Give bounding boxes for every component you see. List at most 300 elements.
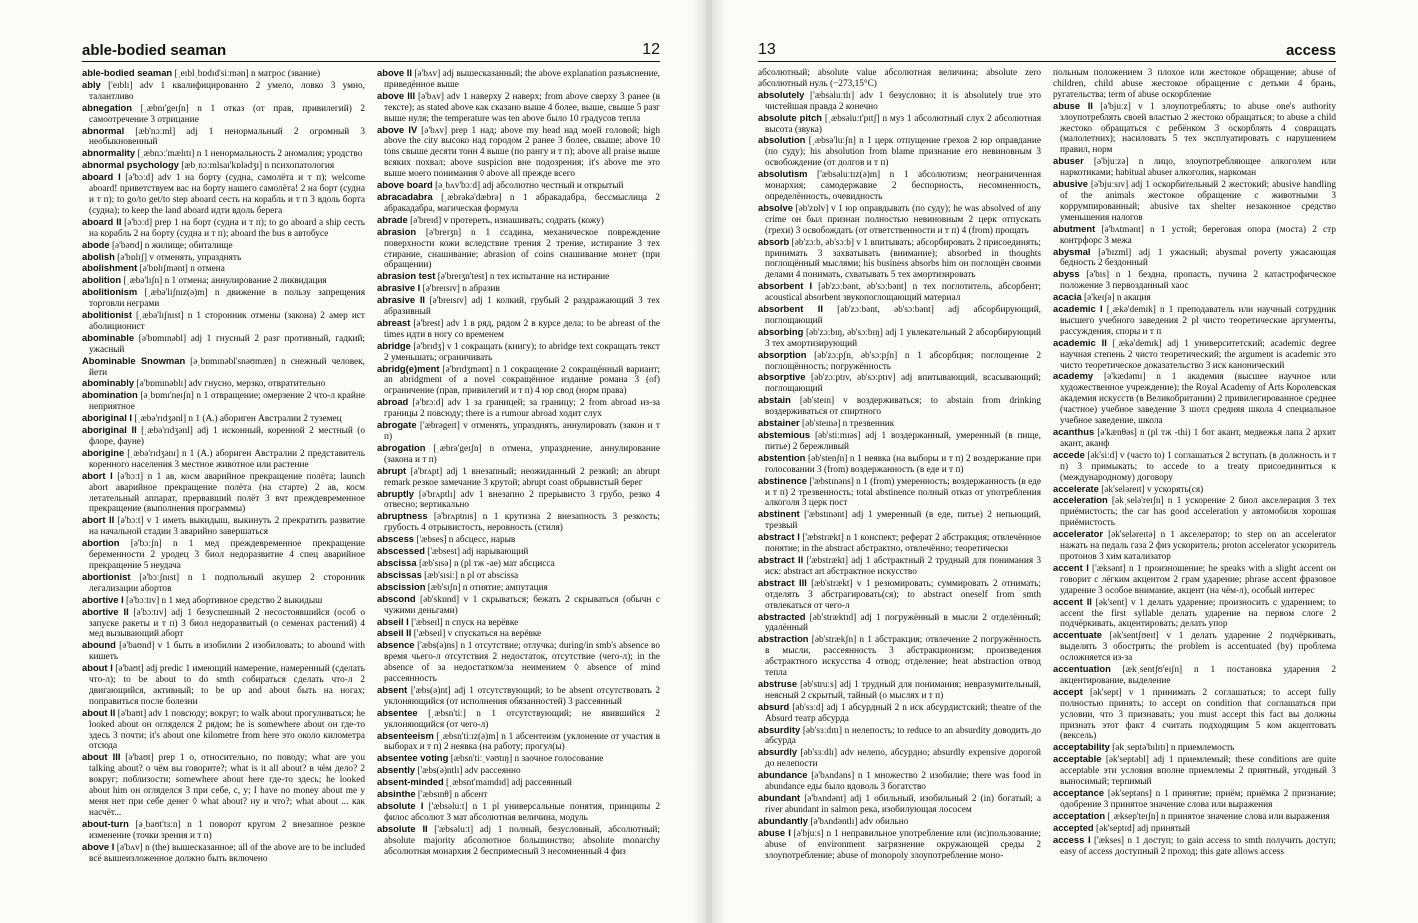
- definition: [ə'bjuːzə] n лицо, злоупотребляющее алкоголем или наркотиками; habitual abuser алкоголик, наркоман: [1060, 157, 1336, 179]
- headword: abracadabra: [377, 190, 433, 202]
- definition: [ə'bɔːd] adv 1 на борту (судна, самолёта и т п); welcome aboard! приветствуем вас на борту нашего самолёта! 2 на борт (судна и т п); to go/to get/to step aboard сесть на корабль и т п 3 вдоль борта (судна); to keep the land aboard идти вдоль берега: [89, 173, 365, 216]
- definition: [ˌæbsəluːt'pɪtʃ] n муз 1 абсолютный слух 2 абсолютная высота (звука): [765, 113, 1041, 135]
- headword: abound: [82, 639, 116, 651]
- definition: [æb'sɪsiː] n pl от abscissa: [424, 570, 519, 581]
- dictionary-entry: [377, 489, 660, 512]
- definition: [ə'bjuːsɪv] adj 1 оскорбительный 2 жестокий; abusive handling of the animals жестокое обращение с животными 3 коррумпированный; abusive tax shelter незаконное средство уменьшения налогов: [1060, 180, 1336, 223]
- dictionary-entry: [1053, 788, 1336, 811]
- headword: absenteeism: [377, 729, 434, 741]
- dictionary-entry: [377, 731, 660, 754]
- headword: acceleration: [1053, 494, 1108, 506]
- headword: abysmal: [1053, 245, 1091, 257]
- headword: abseil I: [377, 615, 409, 627]
- definition: [ə'bɒmɪnəbl] adj 1 гнусный 2 разг противный, гадкий; ужасный: [89, 333, 365, 355]
- headword: abrogate: [377, 419, 417, 431]
- definition: [ˌæbə'rɪdʒənl] n 1 (A.) абориген Австралии 2 туземец: [134, 414, 342, 425]
- headword: abortion: [82, 537, 120, 549]
- headword: academic II: [1053, 336, 1107, 348]
- dictionary-entry: [758, 747, 1041, 770]
- dictionary-entry: [758, 828, 1041, 862]
- dictionary-entry: [377, 628, 660, 640]
- headword: above IV: [377, 123, 418, 135]
- definition: [ə'bɒlɪʃ] v отменять, упразднять: [117, 252, 242, 263]
- headword: above I: [82, 840, 115, 852]
- definition: [ə'bɒlɪʃmənt] n отмена: [139, 264, 225, 275]
- page-header: [758, 40, 1336, 62]
- dictionary-entry: [758, 350, 1041, 373]
- headword: acanthus: [1053, 426, 1095, 437]
- headword: absent: [377, 683, 408, 695]
- headword: abrogation: [377, 441, 426, 453]
- dictionary-entry: [82, 842, 365, 865]
- definition: ['æbsɪnθ] n абсент: [417, 790, 488, 801]
- definition: [ək'siːd] v (часто to) 1 соглашаться 2 вступать (в должность и т п) 3 примыкать; to accede to a treaty присоединиться к (международному) договору: [1060, 450, 1336, 483]
- definition: [ˌæbə'rɪdʒənl] adj 1 исконный, коренной 2 местный (о флоре, фауне): [89, 426, 365, 447]
- headword: accent II: [1053, 595, 1092, 607]
- headword: absolution: [758, 134, 806, 146]
- headword: absurdly: [758, 746, 798, 758]
- headword: absent-minded: [377, 776, 444, 788]
- definition: [ə'kædəmɪ] n 1 академия (высшее научное или художественное учреждение); the Royal Academy of Arts Королевская академия искусств (в Великобритании) 2 привилегированное среднее (частное) учебное заведение 3 шотл средняя школа 4 специальное учебное заведение, школа: [1060, 372, 1336, 427]
- definition: [əb'zɔːbənt, əb'sɔːbənt] n тех поглотитель, абсорбент; acoustical absorbent звукопоглощающий материал: [765, 282, 1041, 304]
- headword: abnormality: [82, 147, 136, 159]
- dictionary-entry: [377, 215, 660, 227]
- definition: [ə'baʊnd] v 1 быть в изобилии 2 изобиловать; to abound with кишеть: [89, 641, 365, 663]
- headword: abstruse: [758, 677, 798, 689]
- dictionary-entry: [82, 103, 365, 126]
- dictionary-entry: [377, 420, 660, 443]
- headword: abundant: [758, 792, 801, 803]
- dictionary-entry: [377, 824, 660, 858]
- headword: accept: [1053, 685, 1083, 697]
- headword: acacia: [1053, 291, 1082, 303]
- definition: [ˌæbrəkə'dæbrə] n 1 абракадабра, бессмыслица 2 абракадабра, магическая формула: [384, 192, 660, 214]
- dictionary-entry: [82, 607, 365, 641]
- dictionary-entry: [377, 466, 660, 489]
- dictionary-entry: [1053, 754, 1336, 788]
- headword: absorbent II: [758, 303, 823, 315]
- headword: absinthe: [377, 788, 416, 800]
- dictionary-entry: [377, 753, 660, 765]
- dictionary-entry: [377, 91, 660, 125]
- headword: abrasive I: [377, 282, 421, 294]
- dictionary-entry: [758, 578, 1041, 612]
- headword: abuser: [1053, 155, 1084, 167]
- definition: [ˌæbnɪ'geɪʃn] n 1 отказ (от прав, привилегий) 2 самоотречение 3 отрицание: [89, 103, 365, 125]
- headword: academy: [1053, 370, 1094, 382]
- definition: [ə'bʌv] adv 1 наверху 2 наверх; from above сверху 3 ранее (в тексте); as stated above как сказано выше 4 более, выше, свыше 5 разг выше нуля; the temperature was ten above было 10 градусов тепла: [384, 91, 660, 124]
- definition: [ə'bʌndənt] adj 1 обильный, изобильный 2 (in) богатый; a river abundant in salmon река, изобилующая лососем: [765, 794, 1041, 815]
- dictionary-entry: [377, 594, 660, 617]
- definition: [ə'brest] adv 1 в ряд, рядом 2 в курсе дела; to be abreast of the times идти в ногу со временем: [384, 318, 660, 340]
- definition: [æb'nɔːml] adj 1 ненормальный 2 огромный 3 необыкновенный: [89, 126, 365, 148]
- dictionary-entry: [82, 572, 365, 595]
- dictionary-entry: [1053, 529, 1336, 563]
- dictionary-entry: [377, 125, 660, 181]
- definition: [əb'struːs] adj 1 трудный для понимания; невразумительный, неясный 2 скрытый, тайный (о мыслях и т п): [765, 679, 1041, 701]
- dictionary-entry: [1053, 371, 1336, 427]
- headword: absolute I: [377, 800, 424, 811]
- dictionary-entry: [82, 708, 365, 753]
- definition: [ˌæbə'rɪdʒənɪ] n 1 (A.) абориген Австралии 2 представитель коренного населения 3 местное животное или растение: [89, 448, 365, 470]
- headword: abstention: [758, 451, 806, 463]
- headword: abscess: [377, 533, 415, 545]
- definition: ['æbsəluːt] adj 1 полный, безусловный, абсолютный; absolute majority абсолютное большинство; absolute monarchy абсолютная монархия 2 беспримесный 3 несомненный 4 физ: [384, 824, 660, 857]
- definition: ['æbs(ə)ntlɪ] adv рассеянно: [417, 766, 521, 777]
- definition: [æbsn'tiːˌvəʊtɪŋ] n заочное голосование: [450, 754, 604, 765]
- headword: abnormal: [82, 124, 125, 136]
- headword: absentee: [377, 706, 418, 718]
- dictionary-entry: [1053, 823, 1336, 835]
- definition: [əb'strækʃn] n 1 абстракция; отвлечение 2 погружённость в мысли, рассеянность 3 абстракционизм; произведения абстрактного искусства 4 отвод; отделение; heat abstraction отвод тепла: [765, 635, 1041, 679]
- definition: [əb'zɔːbənt, əb'sɔːbənt] adj абсорбирующий, поглощающий: [765, 305, 1041, 326]
- headword: Abominable Snowman: [82, 354, 186, 366]
- headword: abruptly: [377, 487, 414, 499]
- definition: ['æbs(ə)ns] n 1 отсутствие; отлучка; during/in smb's absence во время чьего-л отсутствия 2 недостаток, отсутствие (чего-л); in the absence of за недостатком/за неимением ◊ absence of mind рассеянность: [384, 641, 660, 685]
- dictionary-entry: [377, 617, 660, 629]
- definition: ['æbsəluːtɪz(ə)m] n 1 абсолютизм; неограниченная монархия; самодержавие 2 беспорность, несомненность, определённость, очевидность: [765, 170, 1041, 202]
- headword: abrade: [377, 213, 408, 225]
- definition: [ək'septɪd] adj принятый: [1095, 823, 1190, 834]
- definition: [ə'bəʊd] n жилище; обиталище: [111, 240, 233, 251]
- dictionary-entry: [82, 217, 365, 240]
- definition: [ˌæksep'teɪʃn] n принятое значение слова или выражения: [1107, 811, 1330, 822]
- dictionary-entry: [758, 430, 1041, 453]
- definition: ['æbsest] adj нарывающий: [427, 547, 529, 558]
- dictionary-entry: [1053, 304, 1336, 338]
- headword: about II: [82, 706, 116, 718]
- headword: abstract II: [758, 553, 804, 565]
- column: [1053, 68, 1336, 914]
- headword: abutment: [1053, 222, 1096, 234]
- dictionary-entry: [1053, 269, 1336, 292]
- definition: [ə'kænθəs] n (pl тж -thi) 1 бот акант, медвежья лапа 2 архит акант, аканф: [1060, 428, 1336, 449]
- dictionary-entry: [758, 281, 1041, 304]
- dictionary-entry: [377, 685, 660, 708]
- definition: [ə'bʌv] adj вышесказанный; the above explanation разъяснение, приведённое выше: [384, 69, 660, 90]
- headword: accelerate: [1053, 482, 1099, 494]
- headword: abstraction: [758, 633, 809, 645]
- dictionary-entry: [82, 390, 365, 413]
- definition: [ˌækə'demɪk] adj 1 университетский; academic degree научная степень 2 чисто теоретический; the argument is academic это чисто теоретическое доказательство 3 иск канонический: [1060, 338, 1336, 371]
- definition: [ˌæbə'lɪʃnɪst] n 1 сторонник отмены (закона) 2 амер ист аболиционист: [89, 311, 365, 332]
- headword: abode: [82, 238, 110, 250]
- headword: absolutely: [758, 88, 805, 100]
- definition: [əb'zɔːpʃn, əb'sɔːpʃn] n 1 абсорбция; поглощение 2 поглощённость; погружённость: [765, 350, 1041, 372]
- headword: above II: [377, 68, 412, 78]
- definition: [æb'sɪʃn] n отнятие; ампутация: [427, 582, 548, 593]
- headword: abruptness: [377, 510, 428, 522]
- dictionary-entry: [1053, 68, 1336, 101]
- dictionary-entry: [82, 333, 365, 356]
- headword: absence: [377, 639, 415, 651]
- definition: [ə'breɪd] v протереть, изнашивать; содрать (кожу): [410, 215, 604, 226]
- headword: accentuation: [1053, 663, 1111, 675]
- headword: accepted: [1053, 821, 1094, 833]
- definition: [ə'brɪdʒ] v 1 сокращать (книгу); to abridge text сокращать текст 2 уменьшать; ограничивать: [384, 341, 660, 363]
- dictionary-entry: [377, 511, 660, 534]
- definition: ['æbrəgeɪt] v отменять, упразднять, аннулировать (закон и т п): [384, 421, 660, 442]
- definition: [ə'breɪsɪv] n абразив: [422, 284, 500, 295]
- headword: absolute II: [377, 822, 428, 834]
- headword: abrasive II: [377, 294, 426, 306]
- headword: abortive I: [82, 593, 124, 605]
- dictionary-entry: [377, 192, 660, 215]
- definition: [ə'bɔːtɪv] n 1 мед абортивное средство 2 выкидыш: [126, 595, 323, 606]
- dictionary-entry: [1053, 495, 1336, 529]
- definition: [əb'sɜːdɪtɪ] n нелепость; to reduce to an absurdity доводить до абсурда: [765, 725, 1041, 747]
- dictionary-entry: [82, 538, 365, 572]
- dictionary-entry: [1053, 664, 1336, 687]
- definition: ['æbsəluːtlɪ] adv 1 безусловно; it is absolutely true это чистейшая правда 2 конечно: [765, 90, 1041, 112]
- definition: [ə'bɒmɪnəblɪ] adv гнусно, мерзко, отвратительно: [136, 379, 326, 390]
- definition: [ə'bɪs] n 1 бездна, пропасть, пучина 2 катастрофическое положение 3 первозданный хаос: [1060, 270, 1336, 292]
- definition: [ə'brɔːd] adv 1 за границей; за границу; 2 from abroad из-за границы 2 повсюду; there is a rumour abroad ходит слух: [384, 398, 660, 420]
- dictionary-entry: [377, 341, 660, 364]
- definition: [ˌæbrə'geɪʃn] n отмена, упразднение, аннулирование (закона и т п): [384, 443, 660, 465]
- headword: abstinence: [758, 474, 807, 486]
- definition: [əˌbaʊt'tɜːn] n 1 поворот кругом 2 внезапное резкое изменение (точки зрения и т п): [89, 819, 365, 841]
- headword: acceptation: [1053, 809, 1106, 821]
- headword: absolute pitch: [758, 111, 823, 123]
- dictionary-entry: [758, 612, 1041, 635]
- definition: [ə'bjuːz] v 1 злоупотреблять; to abuse one's authority злоупотреблять своей властью 2 жестоко обращаться; to abuse a child жестоко обращаться с ребёнком 3 оскорблять 4 совращать (малолетних); насиловать 5 тех эксплуатировать с нарушением правил, норм: [1060, 101, 1336, 156]
- dictionary-entry: [758, 555, 1041, 578]
- definition: [ə'bɔːt] v 1 иметь выкидыш, выкинуть 2 прекратить развитие на начальной стадии 3 аварийно завершаться: [89, 516, 365, 538]
- headword: abuse II: [1053, 99, 1093, 111]
- dictionary-entry: [82, 126, 365, 149]
- definition: [ək'septəns] n 1 принятие; приём; приёмка 2 признание; одобрение 3 принятое значение слова или выражения: [1060, 789, 1336, 810]
- definition: ['æbstɪnənt] adj 1 умеренный (в еде, питье) 2 непьющий, трезвый: [765, 510, 1041, 532]
- dictionary-entry: [82, 819, 365, 842]
- definition: ['æbs(ə)nt] adj 1 отсутствующий; to be absent отсутствовать 2 уклоняющийся (от исполнения обязанностей) 3 рассеянный: [384, 685, 660, 707]
- definition: [ək'sent] v 1 делать ударение; произносить с ударением; to accent the first syllable делать ударение на первом слоге 2 подчёркивать, акцентировать; делать упор: [1060, 597, 1336, 630]
- headword: acceptance: [1053, 787, 1105, 798]
- dictionary-entry: [377, 295, 660, 318]
- definition: [əb'stiːmɪəs] adj 1 воздержанный, умеренный (в пище, питье) 2 бережливый: [765, 431, 1041, 452]
- definition: [ək'sentʃʊeɪt] v 1 делать ударение 2 подчёркивать, выделять 3 обострять; the problem is accentuated (by) проблема осложняется из-за: [1060, 631, 1336, 664]
- dictionary-entry: [377, 397, 660, 420]
- page-number: 13: [758, 41, 776, 58]
- headword: accentuate: [1053, 629, 1102, 641]
- definition: [əb'sɜːd] adj 1 абсурдный 2 n иск абсурдистский; theatre of the Absurd театр абсурда: [765, 702, 1041, 724]
- definition: [ˌæbsn'tiːɪz(ə)m] n 1 абсентеизм (уклонение от участия в выборах и т п) 2 неявка (на работу; прогул(ы): [384, 731, 660, 753]
- headword: acceptable: [1053, 753, 1102, 765]
- dictionary-entry: [758, 702, 1041, 725]
- column: [758, 68, 1041, 914]
- definition: [əˌbɒmɪ'neɪʃn] n 1 отвращение; омерзение 2 что-л крайне неприятное: [89, 391, 365, 413]
- headword: absentee voting: [377, 752, 449, 764]
- dictionary-entry: [82, 448, 365, 471]
- headword: abolishment: [82, 262, 138, 274]
- headword: abundance: [758, 769, 808, 781]
- dictionary-entry: [82, 80, 365, 103]
- headword: abolitionist: [82, 309, 132, 321]
- gutter-shadow: [712, 0, 726, 923]
- dictionary-entry: [758, 372, 1041, 395]
- definition: [ə'bjuːs] n 1 неправильное употребление или (ис)пользование; abuse of environment загрязнение окружающей среды 2 злоупотребление; abuse of monopoly злоупотребление моно-: [765, 828, 1041, 861]
- dictionary-entry: [377, 777, 660, 789]
- headword: abrasion test: [377, 270, 436, 282]
- dictionary-entry: [82, 240, 365, 252]
- headword: abrasion: [377, 225, 417, 237]
- definition: [əb'stenʃn] n 1 неявка (на выборы и т п) 2 воздержание при голосовании 3 (from) воздержанность (в еде и т п): [765, 453, 1041, 475]
- headword: aborigine: [82, 446, 125, 458]
- definition: [ˌæbsə'luːʃn] n 1 церк отпущение грехов 2 юр оправдание (по суду); his absolution from blame признание его невиновным 3 освобождение (от долгов и т п): [765, 136, 1041, 169]
- dictionary-entry: [758, 395, 1041, 418]
- gutter-shadow: [692, 0, 706, 923]
- text-columns: [758, 68, 1336, 914]
- dictionary-entry: [377, 443, 660, 466]
- definition: [ˌæbnɔː'mælɪtɪ] n 1 ненормальность 2 аномалия; уродство: [137, 149, 363, 160]
- dictionary-entry: [1053, 563, 1336, 597]
- dictionary-entry: [758, 634, 1041, 679]
- dictionary-entry: [1053, 835, 1336, 858]
- headword: abstain: [758, 394, 791, 406]
- dictionary-entry: [758, 770, 1041, 793]
- dictionary-entry: [377, 546, 660, 558]
- headword: above board: [377, 179, 433, 191]
- dictionary-entry: [82, 172, 365, 217]
- definition: [ə'breɪʒn] n 1 ссадина, механическое повреждение поверхности кожи вследствие трения 2 трение, истирание 3 тех стирание, снашивание; abrasion of coins снашивание монет (при обращении): [384, 227, 660, 271]
- dictionary-entry: [377, 801, 660, 824]
- headword: abomination: [82, 389, 138, 401]
- dictionary-entry: [82, 640, 365, 663]
- headword: absorbent I: [758, 280, 813, 292]
- definition: [əkˌseptə'bɪlɪtɪ] n приемлемость: [1112, 743, 1235, 754]
- dictionary-entry: [758, 532, 1041, 555]
- headword: abusive: [1053, 178, 1088, 190]
- dictionary-entry: [758, 90, 1041, 113]
- dictionary-entry: [1053, 156, 1336, 179]
- definition: [æb'sɪsə] n (pl тж -ae) мат абсцисса: [418, 558, 555, 569]
- headword: accent I: [1053, 561, 1089, 573]
- definition: [ə'baʊt] adj predic 1 имеющий намерение, намеренный (сделать что-л); to be about to do smth собираться сделать что-л 2 двигающийся, активный; to be up and about быть на ногах; поправиться после болезни: [89, 664, 365, 707]
- definition: [ək'seləreɪtə] n 1 акселератор; to step on an accelerator нажать на педаль газа 2 физ ускоритель; proton accelerator ускоритель протонов 3 хим катализатор: [1060, 530, 1336, 562]
- headword: about I: [82, 662, 113, 674]
- definition: [ə'bʌndəntlɪ] adv обильно: [810, 816, 909, 827]
- definition: [əb'zɔːbɪŋ, əb'sɔːbɪŋ] adj 1 увлекательный 2 абсорбирующий 3 тех амортизирующий: [765, 327, 1041, 349]
- headword: abort I: [82, 469, 113, 481]
- column: [377, 68, 660, 914]
- headword: access I: [1053, 833, 1091, 845]
- definition: [ə'baʊt] prep 1 о, относительно, по поводу; what are you talking about? о чём вы говорите?; what is it all about? в чём дело? 2 вокруг; поблизости; somewhere about here где-то здесь; he looked about him он огляделся 3 при себе, с, у; I have no money about me у меня нет при себе денег ◊ what about? ну и что?; what about ... как насчёт...: [89, 753, 365, 818]
- headword: above III: [377, 89, 416, 101]
- definition: [ək'seləreɪt] v ускорять(ся): [1101, 484, 1204, 495]
- dictionary-entry: [1053, 338, 1336, 372]
- dictionary-entry: [1053, 811, 1336, 823]
- dictionary-entry: [82, 356, 365, 379]
- dictionary-entry: [82, 160, 365, 172]
- headword: abreast: [377, 316, 411, 328]
- dictionary-entry: [377, 708, 660, 731]
- definition: [ə'breɪʒn'test] n тех испытание на истирание: [437, 272, 610, 283]
- headword: absently: [377, 764, 416, 776]
- dictionary-entry: [82, 425, 365, 448]
- dictionary-entry: [377, 640, 660, 685]
- dictionary-entry: [1053, 427, 1336, 450]
- definition: [ə'brʌpt] adj 1 внезапный; неожиданный 2 резкий; an abrupt remark резкое замечание 3 крутой; abrupt coast обрывистый берег: [384, 466, 660, 488]
- definition: [ə'breɪsɪv] adj 1 колкий, грубый 2 раздражающий 3 тех абразивный: [384, 296, 660, 318]
- definition: [ə'bʌv] prep 1 над; above my head над моей головой; high above the city высоко над городом 2 ранее 3 более, свыше; above 10 tons свыше десяти тонн 4 выше (по рангу и т п); above all praise выше всяких похвал; above suspicion вне подозрения; it's above me это выше моего понимания ◊ above all прежде всего: [384, 125, 660, 180]
- definition: [əb'steɪn] v воздерживаться; to abstain from drinking воздерживаться от спиртного: [765, 396, 1041, 418]
- definition: ['æbstrækt] n 1 конспект; реферат 2 абстракция; отвлечённое понятие; in the abstract абстрактно, отвлечённо; теоретически: [765, 533, 1041, 555]
- headword: abscond: [377, 592, 416, 604]
- headword: aboriginal II: [82, 424, 137, 436]
- headword: abnegation: [82, 101, 133, 113]
- headword: abscission: [377, 580, 426, 592]
- dictionary-entry: [758, 725, 1041, 748]
- dictionary-entry: [1053, 687, 1336, 743]
- definition: [ə'brɪdʒmənt] n 1 сокращение 2 сокращённый вариант; an abridgment of a novel сокращённое издание романа 3 (of) ограничение (прав, привилегий и т п) 4 юр свод (норм права): [384, 364, 660, 397]
- definition: ['ækses] n 1 доступ; to gain access to smth получить доступ; easy of access доступный 2 проход; this gate allows access: [1060, 835, 1336, 857]
- headword: abolitionism: [82, 286, 138, 298]
- dictionary-entry: [1053, 630, 1336, 664]
- dictionary-entry: [1053, 597, 1336, 631]
- definition: [əb'stræktɪd] adj 1 погружённый в мысли 2 отделённый; удалённый: [765, 612, 1041, 634]
- headword: absorb: [758, 235, 790, 247]
- right-page: [712, 0, 1418, 923]
- dictionary-entry: [82, 68, 365, 80]
- dictionary-entry: [1053, 450, 1336, 484]
- headword: abridg(e)ment: [377, 362, 440, 374]
- definition: [ək'septəbl] adj 1 приемлемый; these conditions are quite acceptable эти условия вполне приемлемы 2 приятный, угодный 3 выносимый; терпимый: [1060, 755, 1336, 788]
- definition: [ə'bɔːtɪv] adj 1 безуспешный 2 несостоявшийся (особ о запуске ракеты и т п) 3 биол недоразвитый (о семенах растений) 4 мед вызывающий аборт: [89, 607, 365, 640]
- dictionary-entry: [82, 752, 365, 818]
- headword: absurdity: [758, 723, 801, 735]
- dictionary-entry: [758, 135, 1041, 169]
- headword: abolish: [82, 250, 115, 262]
- headword: aboard II: [82, 215, 122, 227]
- dictionary-entry: [1053, 179, 1336, 224]
- headword: abyss: [1053, 268, 1080, 280]
- definition: ['eɪblɪ] adv 1 квалифицированно 2 умело, ловко 3 умно, талантливо: [89, 80, 365, 102]
- definition: ['æbseɪl] v спускаться на верёвке: [413, 629, 542, 640]
- dictionary-entry: [377, 582, 660, 594]
- headword: accede: [1053, 448, 1085, 460]
- definition: [ə'bʌv] n (the) вышесказанное; all of the above are to be included всё вышеизложенное должно быть включено: [89, 842, 365, 864]
- definition: [əb'sɜːdlɪ] adv нелепо, абсурдно; absurdly expensive дорогой до нелепости: [765, 748, 1041, 770]
- headword: acceptability: [1053, 741, 1110, 753]
- headword: absolutism: [758, 168, 808, 180]
- dictionary-entry: [758, 169, 1041, 203]
- definition: [ˌæbə'lɪʃn] n 1 отмена; аннулирование 2 ликвидация: [123, 276, 327, 287]
- headword: abscissas: [377, 568, 422, 580]
- headword: about III: [82, 751, 121, 763]
- definition: [ək'sept] v 1 принимать 2 соглашаться; to accept fully полностью принять; to accept on condition that соглашаться при условии, что 3 признавать; you must accept this fact вы должны признать этот факт 4 считать подходящим 5 ком акцептовать (вексель): [1060, 687, 1336, 742]
- headword: absorbing: [758, 325, 804, 337]
- guide-word: able-bodied seaman: [82, 42, 227, 59]
- definition: [ə'bɔːt] n 1 ав, косм аварийное прекращение полёта; launch abort аварийное прекращение полёта (на старте) 2 ав, косм летательный аппарат, прервавший полёт 3 вчт преждевременное прекращение (выполнения программы): [89, 471, 365, 515]
- headword: abstinent: [758, 508, 800, 520]
- dictionary-entry: [758, 679, 1041, 702]
- headword: abolition: [82, 274, 122, 286]
- definition: [əb'zɒlv] v 1 юр оправдывать (по суду); he was absolved of any crime он был признан полностью невиновным 2 церк отпускать (грехи) 3 освобождать (от ответственности и т п) 4 (from) прощать: [765, 203, 1041, 236]
- text-columns: [82, 68, 660, 914]
- headword: absorption: [758, 348, 807, 360]
- headword: abstemious: [758, 429, 811, 440]
- headword: abrupt: [377, 464, 407, 476]
- definition: [ˌæbsnt'maɪndɪd] adj рассеянный: [446, 778, 572, 789]
- headword: able-bodied seaman: [82, 68, 173, 78]
- page-number: 12: [642, 41, 660, 58]
- definition: [əkˌselə'reɪʃn] n 1 ускорение 2 биол акселерация 3 тех приёмистость; the car has good acceleration у автомобиля хорошая приёмистость: [1060, 496, 1336, 529]
- definition: [ˌækə'demɪk] n 1 преподаватель или научный сотрудник высшего учебного заведения 2 pl чисто теоретические аргументы, рассуждения, споры и т п: [1060, 305, 1336, 337]
- page-header: [82, 40, 660, 62]
- headword: abortive II: [82, 605, 129, 617]
- headword: abortionist: [82, 570, 131, 582]
- dictionary-entry: [1053, 247, 1336, 270]
